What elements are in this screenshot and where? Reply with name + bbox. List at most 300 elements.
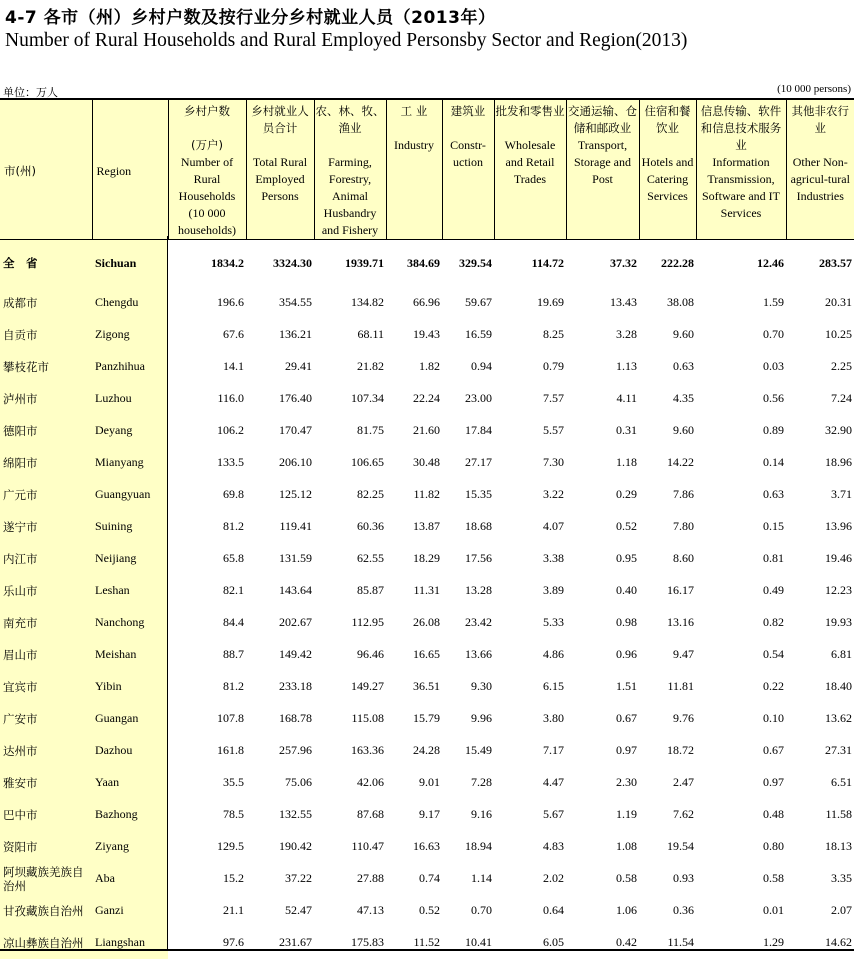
value-cell: 1.19 xyxy=(616,807,637,821)
value-cell: 0.63 xyxy=(673,359,694,373)
value-cell: 0.97 xyxy=(616,743,637,757)
header-construction xyxy=(442,99,494,240)
value-cell: 68.11 xyxy=(357,327,384,341)
value-cell: 19.43 xyxy=(413,327,440,341)
value-cell: 7.24 xyxy=(831,391,852,405)
value-cell: 13.87 xyxy=(413,519,440,533)
value-cell: 27.88 xyxy=(357,871,384,885)
header-total-employed xyxy=(246,99,314,240)
value-cell: 12.46 xyxy=(757,255,784,270)
value-cell: 8.25 xyxy=(543,327,564,341)
table-row xyxy=(0,319,854,351)
region-name-cn: 绵阳市 xyxy=(0,447,92,479)
value-cell: 0.74 xyxy=(419,871,440,885)
value-cell: 87.68 xyxy=(357,807,384,821)
region-name-cn: 达州市 xyxy=(0,735,92,767)
value-cell: 384.69 xyxy=(407,255,440,270)
region-name-en: Aba xyxy=(92,863,168,895)
value-cell: 11.31 xyxy=(413,583,440,597)
value-cell: 17.56 xyxy=(465,551,492,565)
value-cell: 0.80 xyxy=(763,839,784,853)
value-cell: 15.35 xyxy=(465,487,492,501)
total-row xyxy=(0,240,854,287)
header-en-text: Wholesale and Retail Trades xyxy=(504,138,556,186)
value-cell: 0.64 xyxy=(543,903,564,917)
value-cell: 81.75 xyxy=(357,423,384,437)
value-cell: 3.89 xyxy=(543,583,564,597)
table-row xyxy=(0,511,854,543)
value-cell: 69.8 xyxy=(223,487,244,501)
value-cell: 97.6 xyxy=(223,935,244,949)
value-cell: 20.31 xyxy=(825,295,852,309)
value-cell: 3.71 xyxy=(831,487,852,501)
region-name-cn: 宜宾市 xyxy=(0,671,92,703)
value-cell: 19.93 xyxy=(825,615,852,629)
value-cell: 9.47 xyxy=(673,647,694,661)
value-cell: 36.51 xyxy=(413,679,440,693)
value-cell: 0.58 xyxy=(763,871,784,885)
value-cell: 0.95 xyxy=(616,551,637,565)
value-cell: 7.17 xyxy=(543,743,564,757)
region-name-en: Chengdu xyxy=(92,287,168,319)
region-name-cn: 雅安市 xyxy=(0,767,92,799)
value-cell: 112.95 xyxy=(351,615,384,629)
value-cell: 5.33 xyxy=(543,615,564,629)
value-cell: 6.51 xyxy=(831,775,852,789)
value-cell: 1.59 xyxy=(763,295,784,309)
header-cn-text: 乡村就业人员合计 xyxy=(251,104,309,135)
value-cell: 168.78 xyxy=(279,711,312,725)
value-cell: 4.47 xyxy=(543,775,564,789)
value-cell: 1.82 xyxy=(419,359,440,373)
region-name-en: Luzhou xyxy=(92,383,168,415)
value-cell: 0.98 xyxy=(616,615,637,629)
value-cell: 0.63 xyxy=(763,487,784,501)
region-name-en: Leshan xyxy=(92,575,168,607)
value-cell: 18.72 xyxy=(667,743,694,757)
region-name-en: Nanchong xyxy=(92,607,168,639)
value-cell: 29.41 xyxy=(285,359,312,373)
header-en-text: Industry xyxy=(394,138,434,152)
value-cell: 42.06 xyxy=(357,775,384,789)
value-cell: 27.17 xyxy=(465,455,492,469)
value-cell: 129.5 xyxy=(217,839,244,853)
value-cell: 131.59 xyxy=(279,551,312,565)
value-cell: 9.60 xyxy=(673,423,694,437)
value-cell: 0.70 xyxy=(471,903,492,917)
header-industry xyxy=(386,99,442,240)
value-cell: 6.15 xyxy=(543,679,564,693)
value-cell: 13.66 xyxy=(465,647,492,661)
value-cell: 0.81 xyxy=(763,551,784,565)
table-row xyxy=(0,863,854,895)
table-row xyxy=(0,287,854,319)
header-cn-text: 农、林、牧、渔业 xyxy=(315,104,385,135)
header-other-nonagri xyxy=(786,99,854,240)
value-cell: 4.35 xyxy=(673,391,694,405)
value-cell: 35.5 xyxy=(223,775,244,789)
value-cell: 9.01 xyxy=(419,775,440,789)
region-name-cn: 遂宁市 xyxy=(0,511,92,543)
value-cell: 149.27 xyxy=(351,679,384,693)
region-name-cn: 凉山彝族自治州 xyxy=(0,927,92,959)
value-cell: 47.13 xyxy=(357,903,384,917)
header-region-en: Region xyxy=(92,99,168,240)
value-cell: 1834.2 xyxy=(211,255,244,270)
value-cell: 9.60 xyxy=(673,327,694,341)
value-cell: 132.55 xyxy=(279,807,312,821)
header-en-text: Hotels and Catering Services xyxy=(641,155,694,203)
value-cell: 19.46 xyxy=(825,551,852,565)
header-en-text: Total Rural Employed Persons xyxy=(252,155,308,203)
value-cell: 133.5 xyxy=(217,455,244,469)
value-cell: 52.47 xyxy=(285,903,312,917)
value-cell: 14.22 xyxy=(667,455,694,469)
header-cn-text: 乡村户数 xyxy=(184,104,230,118)
region-name-en: Meishan xyxy=(92,639,168,671)
value-cell: 5.67 xyxy=(543,807,564,821)
region-name-cn: 自贡市 xyxy=(0,319,92,351)
header-en-text: Number of Rural Households (10 000 households) xyxy=(178,155,236,237)
value-cell: 0.82 xyxy=(763,615,784,629)
value-cell: 60.36 xyxy=(357,519,384,533)
region-name-cn: 攀枝花市 xyxy=(0,351,92,383)
table-row xyxy=(0,799,854,831)
value-cell: 19.54 xyxy=(667,839,694,853)
value-cell: 19.69 xyxy=(537,295,564,309)
header-transport xyxy=(566,99,639,240)
table-row xyxy=(0,703,854,735)
value-cell: 27.31 xyxy=(825,743,852,757)
value-cell: 0.48 xyxy=(763,807,784,821)
value-cell: 9.76 xyxy=(673,711,694,725)
value-cell: 21.60 xyxy=(413,423,440,437)
value-cell: 161.8 xyxy=(217,743,244,757)
value-cell: 1.14 xyxy=(471,871,492,885)
table-row xyxy=(0,383,854,415)
value-cell: 1.06 xyxy=(616,903,637,917)
header-en-text: Information Transmission, Software and IT Services xyxy=(702,155,780,220)
region-name-cn: 内江市 xyxy=(0,543,92,575)
region-name-en: Guangan xyxy=(92,703,168,735)
value-cell: 30.48 xyxy=(413,455,440,469)
value-cell: 0.52 xyxy=(419,903,440,917)
value-cell: 85.87 xyxy=(357,583,384,597)
value-cell: 110.47 xyxy=(351,839,384,853)
value-cell: 14.62 xyxy=(825,935,852,949)
value-cell: 206.10 xyxy=(279,455,312,469)
value-cell: 7.62 xyxy=(673,807,694,821)
value-cell: 0.10 xyxy=(763,711,784,725)
value-cell: 37.32 xyxy=(610,255,637,270)
value-cell: 175.83 xyxy=(351,935,384,949)
region-name-en: Mianyang xyxy=(92,447,168,479)
value-cell: 222.28 xyxy=(661,255,694,270)
value-cell: 67.6 xyxy=(223,327,244,341)
value-cell: 1.18 xyxy=(616,455,637,469)
value-cell: 18.94 xyxy=(465,839,492,853)
value-cell: 107.34 xyxy=(351,391,384,405)
table-row xyxy=(0,735,854,767)
value-cell: 9.16 xyxy=(471,807,492,821)
value-cell: 62.55 xyxy=(357,551,384,565)
value-cell: 6.05 xyxy=(543,935,564,949)
value-cell: 107.8 xyxy=(217,711,244,725)
value-cell: 4.11 xyxy=(616,391,637,405)
value-cell: 3.22 xyxy=(543,487,564,501)
value-cell: 176.40 xyxy=(279,391,312,405)
value-cell: 163.36 xyxy=(351,743,384,757)
region-name-en: Ziyang xyxy=(92,831,168,863)
header-en-text: Farming, Forestry, Animal Husbandry and Fishery xyxy=(321,155,379,237)
table-row xyxy=(0,895,854,927)
region-name-en: Guangyuan xyxy=(92,479,168,511)
value-cell: 134.82 xyxy=(351,295,384,309)
value-cell: 354.55 xyxy=(279,295,312,309)
value-cell: 4.86 xyxy=(543,647,564,661)
column-divider xyxy=(167,236,168,950)
value-cell: 116.0 xyxy=(217,391,244,405)
value-cell: 1939.71 xyxy=(345,255,384,270)
value-cell: 0.29 xyxy=(616,487,637,501)
region-name-cn: 甘孜藏族自治州 xyxy=(0,895,92,927)
table-row xyxy=(0,767,854,799)
value-cell: 7.28 xyxy=(471,775,492,789)
unit-label-cn: 单位：万人 xyxy=(3,86,58,99)
value-cell: 10.25 xyxy=(825,327,852,341)
value-cell: 0.96 xyxy=(616,647,637,661)
value-cell: 23.00 xyxy=(465,391,492,405)
header-wholesale-retail xyxy=(494,99,566,240)
region-name-cn: 乐山市 xyxy=(0,575,92,607)
value-cell: 114.72 xyxy=(531,255,564,270)
value-cell: 18.96 xyxy=(825,455,852,469)
value-cell: 9.30 xyxy=(471,679,492,693)
value-cell: 15.49 xyxy=(465,743,492,757)
value-cell: 21.1 xyxy=(223,903,244,917)
value-cell: 11.54 xyxy=(667,935,694,949)
value-cell: 196.6 xyxy=(217,295,244,309)
value-cell: 2.47 xyxy=(673,775,694,789)
value-cell: 115.08 xyxy=(351,711,384,725)
value-cell: 11.82 xyxy=(413,487,440,501)
region-name-cn: 广元市 xyxy=(0,479,92,511)
value-cell: 0.94 xyxy=(471,359,492,373)
value-cell: 18.13 xyxy=(825,839,852,853)
value-cell: 14.1 xyxy=(223,359,244,373)
value-cell: 78.5 xyxy=(223,807,244,821)
value-cell: 119.41 xyxy=(279,519,312,533)
table-row xyxy=(0,671,854,703)
value-cell: 18.29 xyxy=(413,551,440,565)
value-cell: 66.96 xyxy=(413,295,440,309)
table-row xyxy=(0,479,854,511)
header-hotels-catering xyxy=(639,99,696,240)
value-cell: 0.93 xyxy=(673,871,694,885)
value-cell: 3.28 xyxy=(616,327,637,341)
value-cell: 1.13 xyxy=(616,359,637,373)
value-cell: 15.79 xyxy=(413,711,440,725)
value-cell: 149.42 xyxy=(279,647,312,661)
value-cell: 231.67 xyxy=(279,935,312,949)
value-cell: 0.31 xyxy=(616,423,637,437)
header-cn-text: 建筑业 xyxy=(450,104,486,118)
value-cell: 2.25 xyxy=(831,359,852,373)
value-cell: 37.22 xyxy=(285,871,312,885)
value-cell: 125.12 xyxy=(279,487,312,501)
value-cell: 0.36 xyxy=(673,903,694,917)
region-name-cn: 眉山市 xyxy=(0,639,92,671)
header-city-cn: 市(州) xyxy=(0,99,92,240)
header-unit-text: (万户) xyxy=(191,138,223,152)
region-name-cn: 南充市 xyxy=(0,607,92,639)
region-name-en: Ganzi xyxy=(92,895,168,927)
table-row xyxy=(0,351,854,383)
header-en-text: Constr-uction xyxy=(450,138,486,169)
unit-label-en: (10 000 persons) xyxy=(777,83,851,95)
value-cell: 0.67 xyxy=(616,711,637,725)
table-header-row xyxy=(0,99,854,240)
value-cell: 59.67 xyxy=(465,295,492,309)
value-cell: 16.63 xyxy=(413,839,440,853)
value-cell: 0.79 xyxy=(543,359,564,373)
table-row xyxy=(0,639,854,671)
value-cell: 1.51 xyxy=(616,679,637,693)
value-cell: 75.06 xyxy=(285,775,312,789)
table-row xyxy=(0,831,854,863)
value-cell: 202.67 xyxy=(279,615,312,629)
value-cell: 7.30 xyxy=(543,455,564,469)
header-en-text: Other Non-agricul-tural Industries xyxy=(790,155,850,203)
region-name-en: Sichuan xyxy=(92,240,168,287)
value-cell: 9.17 xyxy=(419,807,440,821)
region-name-en: Suining xyxy=(92,511,168,543)
table-row xyxy=(0,927,854,959)
value-cell: 16.59 xyxy=(465,327,492,341)
value-cell: 88.7 xyxy=(223,647,244,661)
value-cell: 18.40 xyxy=(825,679,852,693)
value-cell: 13.62 xyxy=(825,711,852,725)
value-cell: 13.28 xyxy=(465,583,492,597)
region-name-cn: 广安市 xyxy=(0,703,92,735)
value-cell: 0.15 xyxy=(763,519,784,533)
value-cell: 81.2 xyxy=(223,679,244,693)
value-cell: 0.56 xyxy=(763,391,784,405)
value-cell: 23.42 xyxy=(465,615,492,629)
header-cn-text: 住宿和餐饮业 xyxy=(644,104,691,135)
value-cell: 0.70 xyxy=(763,327,784,341)
value-cell: 3.80 xyxy=(543,711,564,725)
page-title-en: Number of Rural Households and Rural Employed Personsby Sector and Region(2013) xyxy=(5,30,688,51)
value-cell: 4.07 xyxy=(543,519,564,533)
value-cell: 170.47 xyxy=(279,423,312,437)
value-cell: 38.08 xyxy=(667,295,694,309)
value-cell: 233.18 xyxy=(279,679,312,693)
value-cell: 190.42 xyxy=(279,839,312,853)
header-information-it xyxy=(696,99,786,240)
region-name-en: Yaan xyxy=(92,767,168,799)
region-name-en: Liangshan xyxy=(92,927,168,959)
region-name-en: Panzhihua xyxy=(92,351,168,383)
value-cell: 106.2 xyxy=(217,423,244,437)
table-row xyxy=(0,607,854,639)
region-name-cn: 阿坝藏族羌族自治州 xyxy=(0,863,92,895)
region-name-en: Zigong xyxy=(92,319,168,351)
value-cell: 82.1 xyxy=(223,583,244,597)
table-row xyxy=(0,543,854,575)
value-cell: 13.16 xyxy=(667,615,694,629)
value-cell: 13.43 xyxy=(610,295,637,309)
value-cell: 136.21 xyxy=(279,327,312,341)
value-cell: 11.58 xyxy=(825,807,852,821)
header-rural-households xyxy=(168,99,246,240)
value-cell: 1.29 xyxy=(763,935,784,949)
page-title-cn: 4-7 各市（州）乡村户数及按行业分乡村就业人员（2013年） xyxy=(5,8,496,28)
region-name-cn: 资阳市 xyxy=(0,831,92,863)
value-cell: 106.65 xyxy=(351,455,384,469)
value-cell: 16.17 xyxy=(667,583,694,597)
value-cell: 0.22 xyxy=(763,679,784,693)
value-cell: 0.58 xyxy=(616,871,637,885)
value-cell: 0.97 xyxy=(763,775,784,789)
header-cn-text: 交通运输、仓储和邮政业 xyxy=(568,104,637,135)
value-cell: 7.86 xyxy=(673,487,694,501)
value-cell: 0.89 xyxy=(763,423,784,437)
region-name-cn: 巴中市 xyxy=(0,799,92,831)
value-cell: 32.90 xyxy=(825,423,852,437)
value-cell: 0.67 xyxy=(763,743,784,757)
value-cell: 13.96 xyxy=(825,519,852,533)
region-name-cn: 泸州市 xyxy=(0,383,92,415)
value-cell: 0.01 xyxy=(763,903,784,917)
value-cell: 17.84 xyxy=(465,423,492,437)
value-cell: 12.23 xyxy=(825,583,852,597)
header-cn-text: 信息传输、软件和信息技术服务业 xyxy=(700,104,782,152)
value-cell: 257.96 xyxy=(279,743,312,757)
region-name-cn: 德阳市 xyxy=(0,415,92,447)
region-name-en: Yibin xyxy=(92,671,168,703)
header-cn-text: 工 业 xyxy=(400,104,428,118)
value-cell: 9.96 xyxy=(471,711,492,725)
region-name-en: Neijiang xyxy=(92,543,168,575)
header-en-text: Transport, Storage and Post xyxy=(574,138,631,186)
value-cell: 82.25 xyxy=(357,487,384,501)
value-cell: 329.54 xyxy=(459,255,492,270)
value-cell: 11.52 xyxy=(413,935,440,949)
value-cell: 81.2 xyxy=(223,519,244,533)
value-cell: 4.83 xyxy=(543,839,564,853)
value-cell: 18.68 xyxy=(465,519,492,533)
value-cell: 0.54 xyxy=(763,647,784,661)
value-cell: 0.42 xyxy=(616,935,637,949)
value-cell: 7.80 xyxy=(673,519,694,533)
region-name-cn: 全 省 xyxy=(0,240,92,287)
header-farming xyxy=(314,99,386,240)
value-cell: 24.28 xyxy=(413,743,440,757)
header-cn-text: 其他非农行业 xyxy=(791,104,849,135)
value-cell: 5.57 xyxy=(543,423,564,437)
value-cell: 11.81 xyxy=(667,679,694,693)
value-cell: 84.4 xyxy=(223,615,244,629)
value-cell: 65.8 xyxy=(223,551,244,565)
value-cell: 15.2 xyxy=(223,871,244,885)
value-cell: 26.08 xyxy=(413,615,440,629)
value-cell: 0.14 xyxy=(763,455,784,469)
region-name-en: Deyang xyxy=(92,415,168,447)
value-cell: 3.35 xyxy=(831,871,852,885)
value-cell: 96.46 xyxy=(357,647,384,661)
value-cell: 1.08 xyxy=(616,839,637,853)
